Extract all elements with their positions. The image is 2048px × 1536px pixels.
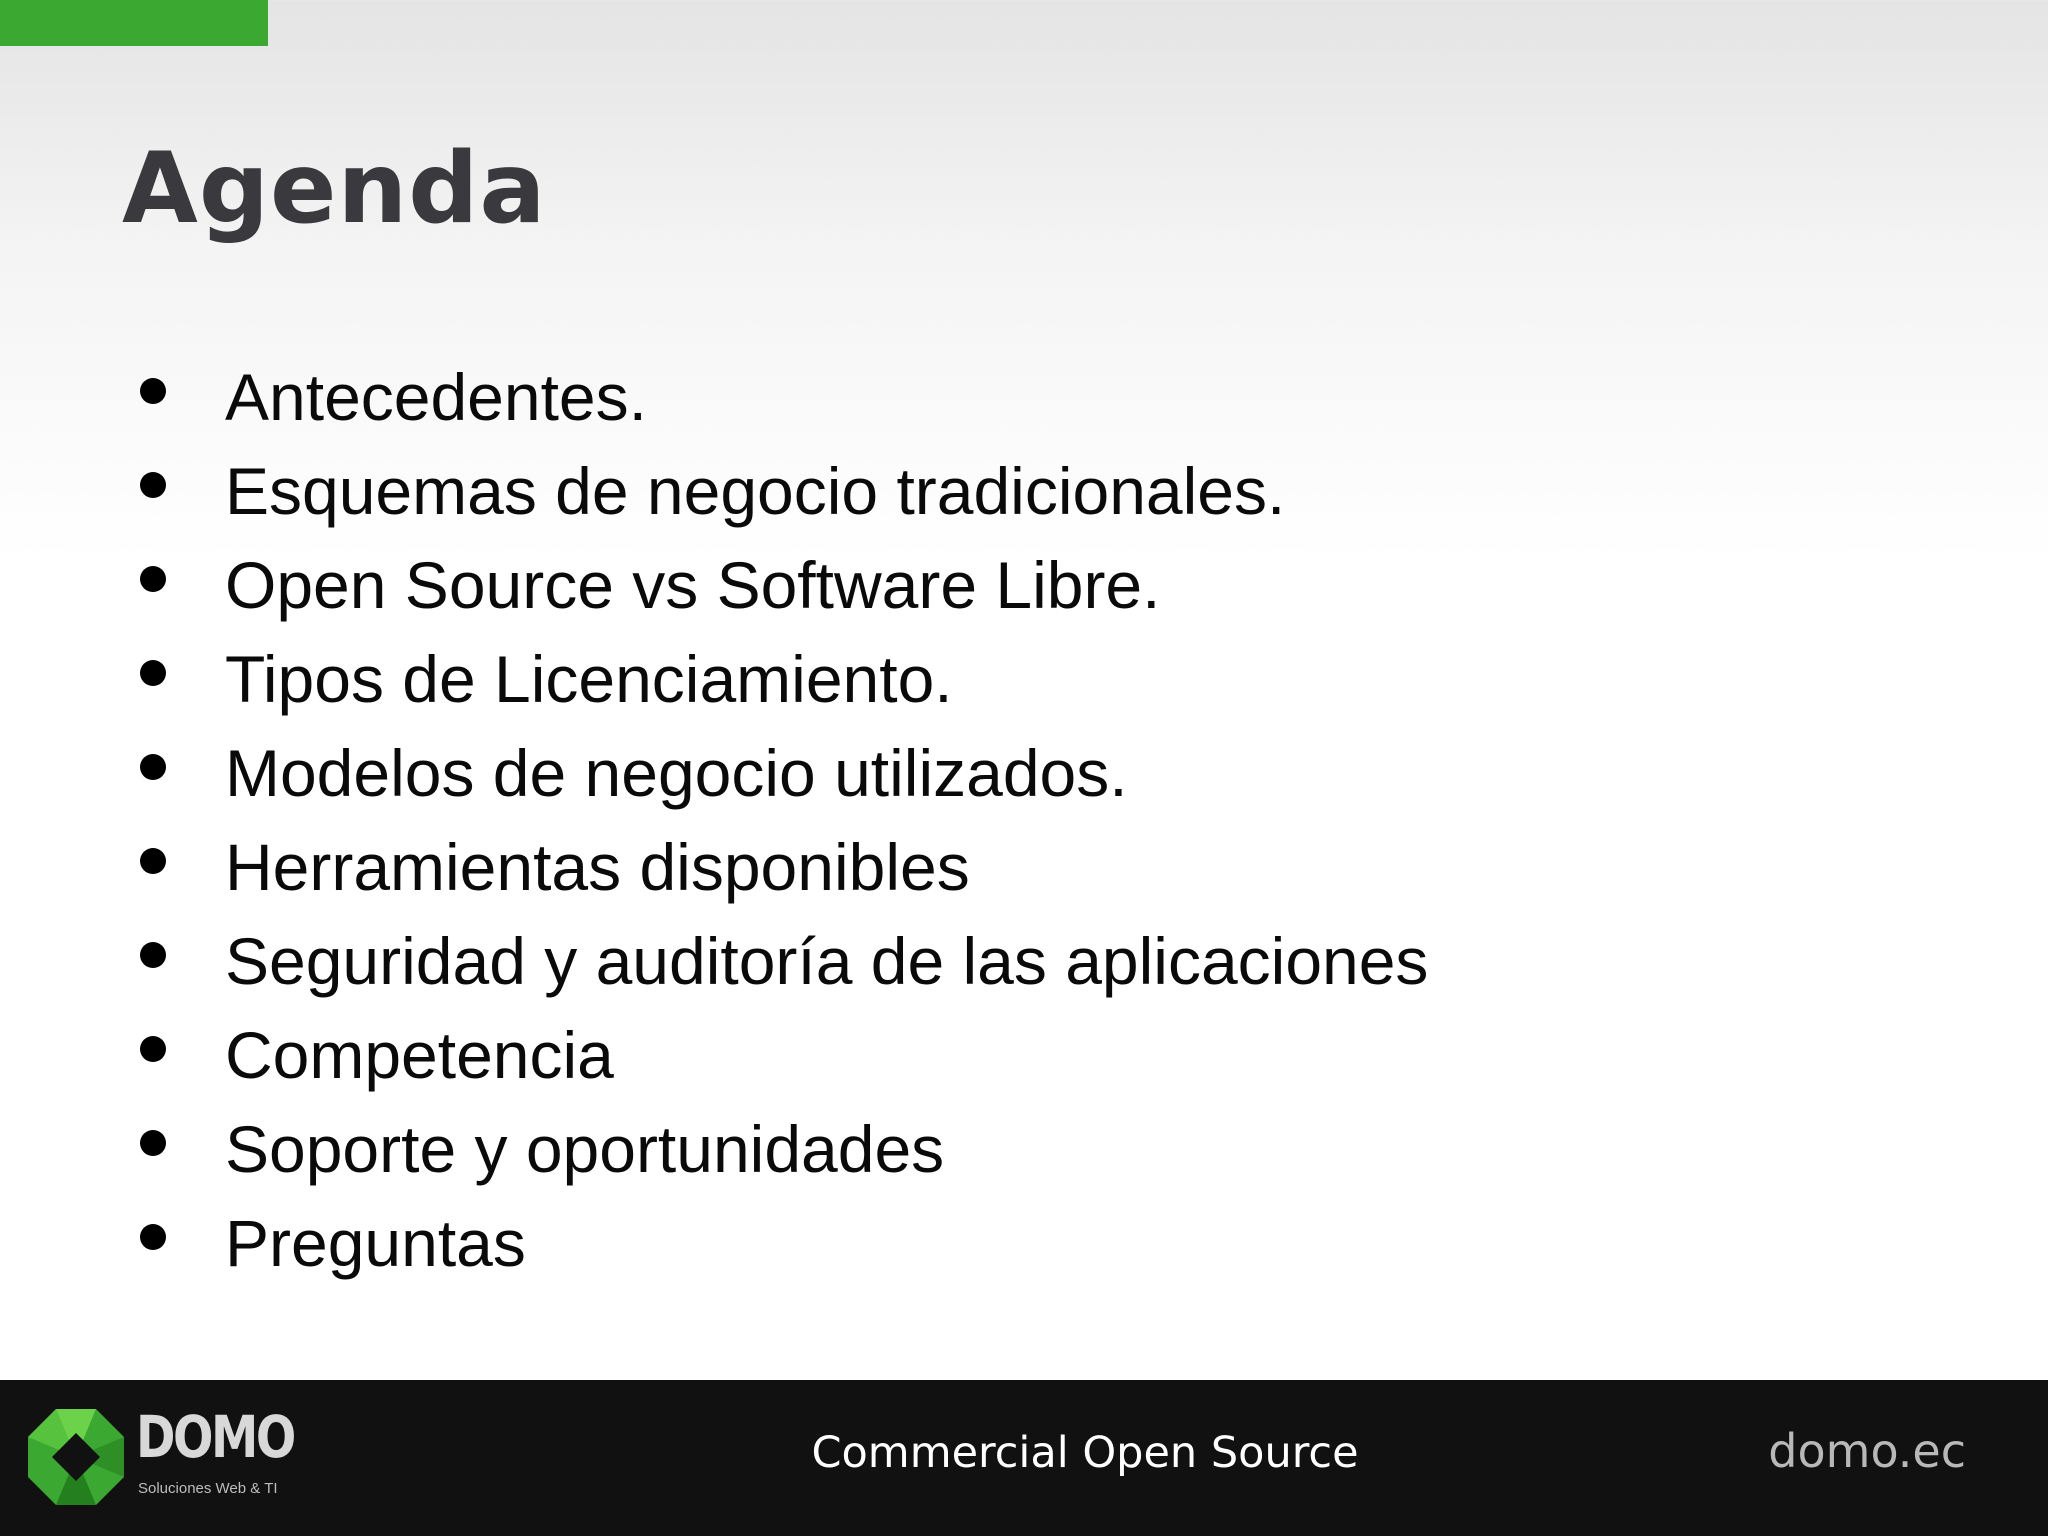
bullet-icon bbox=[140, 1224, 166, 1250]
agenda-item-text: Seguridad y auditoría de las aplicaciones bbox=[225, 924, 1429, 998]
bullet-icon bbox=[140, 472, 166, 498]
brand-tagline: Soluciones Web & TI bbox=[138, 1480, 278, 1497]
bullet-icon bbox=[140, 378, 166, 404]
agenda-item-text: Soporte y oportunidades bbox=[225, 1112, 945, 1186]
bullet-icon bbox=[140, 660, 166, 686]
agenda-item-text: Preguntas bbox=[225, 1206, 526, 1280]
agenda-item-text: Modelos de negocio utilizados. bbox=[225, 736, 1128, 810]
brand-name: DOMO bbox=[136, 1403, 294, 1471]
agenda-item-text: Antecedentes. bbox=[225, 360, 647, 434]
accent-bar bbox=[0, 0, 268, 46]
agenda-item-text: Tipos de Licenciamiento. bbox=[225, 642, 953, 716]
slide-title: Agenda bbox=[122, 132, 547, 246]
agenda-item-text: Esquemas de negocio tradicionales. bbox=[225, 454, 1286, 528]
footer-title: Commercial Open Source bbox=[811, 1428, 1359, 1478]
bullet-icon bbox=[140, 848, 166, 874]
bullet-icon bbox=[140, 566, 166, 592]
bullet-icon bbox=[140, 942, 166, 968]
agenda-item-text: Competencia bbox=[225, 1018, 614, 1092]
bullet-icon bbox=[140, 1130, 166, 1156]
agenda-item-text: Herramientas disponibles bbox=[225, 830, 970, 904]
footer-bar bbox=[0, 1380, 2048, 1536]
agenda-item-text: Open Source vs Software Libre. bbox=[225, 548, 1161, 622]
bullet-icon bbox=[140, 754, 166, 780]
footer-url: domo.ec bbox=[1768, 1424, 1966, 1478]
bullet-icon bbox=[140, 1036, 166, 1062]
